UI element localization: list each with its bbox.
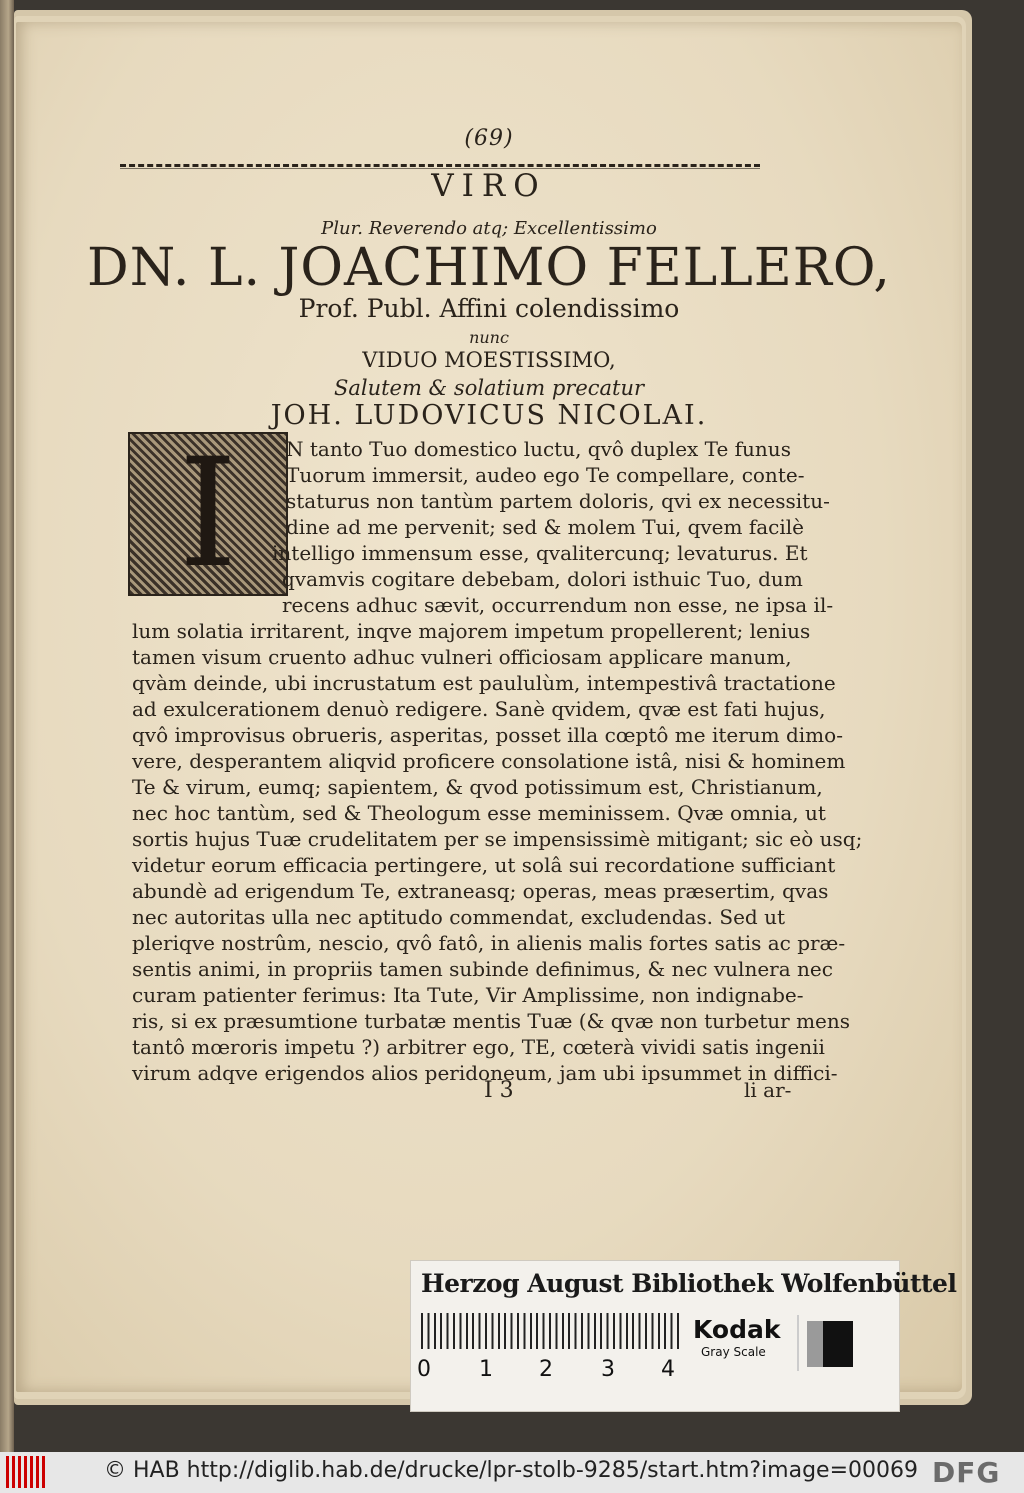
body-line: virum adqve erigendos alios peridoneum, jam ubi ipsummet in diffici- bbox=[132, 1061, 838, 1085]
dfg-logo: DFG bbox=[932, 1456, 1001, 1489]
heading-titles: Plur. Reverendo atq; Excellentissimo bbox=[321, 218, 657, 239]
body-line: nec autoritas ulla nec aptitudo commendat, excludendas. Sed ut bbox=[132, 905, 786, 929]
black-swatch bbox=[823, 1321, 853, 1367]
body-line: qvamvis cogitare debebam, dolori isthuic Tuo, dum bbox=[282, 567, 803, 591]
body-line: staturus non tantùm partem doloris, qvi ex necessitu- bbox=[286, 489, 830, 513]
heading-viduo: VIDUO MOESTISSIMO, bbox=[362, 348, 616, 372]
body-line: pleriqve nostrûm, nescio, qvô fatô, in alienis malis fortes satis ac præ- bbox=[132, 931, 846, 955]
body-line: abundè ad erigendum Te, extraneasq; operas, meas præsertim, qvas bbox=[132, 879, 829, 903]
body-line: qvô improvisus obrueris, asperitas, posset illa cœptô me iterum dimo- bbox=[132, 723, 843, 747]
body-line: sentis animi, in propriis tamen subinde definimus, & nec vulnera nec bbox=[132, 957, 833, 981]
body-line: Tuorum immersit, audeo ego Te compellare, conte- bbox=[286, 463, 805, 487]
swatch-divider bbox=[797, 1315, 799, 1371]
ruler-number: 3 bbox=[601, 1357, 615, 1382]
body-line: curam patienter ferimus: Ita Tute, Vir Amplissime, non indignabe- bbox=[132, 983, 804, 1007]
heading-viro: VIRO bbox=[431, 168, 547, 204]
body-line: sortis hujus Tuæ crudelitatem per se impensissimè mitigant; sic eò usq; bbox=[132, 827, 863, 851]
body-line: tantô mœroris impetu ?) arbitrer ego, TE, cœterà vividi satis ingenii bbox=[132, 1035, 825, 1059]
scale-ruler bbox=[421, 1313, 679, 1349]
heading-author: JOH. LUDOVICUS NICOLAI. bbox=[270, 400, 708, 431]
kodak-logo: Kodak bbox=[693, 1315, 781, 1344]
gray-swatch bbox=[807, 1321, 823, 1367]
decorated-initial bbox=[128, 427, 288, 601]
signature-mark: I 3 bbox=[484, 1078, 514, 1103]
gray-scale-label: Gray Scale bbox=[701, 1345, 766, 1359]
body-line: ris, si ex præsumtione turbatæ mentis Tuæ (& qvæ non turbetur mens bbox=[132, 1009, 851, 1033]
footer-bar bbox=[0, 1452, 1024, 1493]
ruler-number: 1 bbox=[479, 1357, 493, 1382]
ruler-number: 4 bbox=[661, 1357, 675, 1382]
catchword: li ar- bbox=[744, 1078, 792, 1102]
ruler-number: 0 bbox=[417, 1357, 431, 1382]
page-number: (69) bbox=[464, 126, 514, 151]
heading-office: Prof. Publ. Affini colendissimo bbox=[298, 294, 680, 323]
body-line: vere, desperantem aliqvid proficere consolatione istâ, nisi & hominem bbox=[132, 749, 846, 773]
barcode-icon bbox=[6, 1456, 46, 1488]
color-calibration-card bbox=[410, 1260, 957, 1412]
header-rule bbox=[120, 164, 760, 167]
body-line: N tanto Tuo domestico luctu, qvô duplex Te funus bbox=[286, 437, 791, 461]
body-line: dine ad me pervenit; sed & molem Tui, qvem facilè bbox=[286, 515, 804, 539]
card-title: Herzog August Bibliothek Wolfenbüttel bbox=[421, 1269, 957, 1298]
body-line: qvàm deinde, ubi incrustatum est paululùm, intempestivâ tractatione bbox=[132, 671, 836, 695]
initial-letter: I bbox=[178, 427, 238, 601]
book-spine bbox=[0, 0, 14, 1452]
body-line: tamen visum cruento adhuc vulneri officiosam applicare manum, bbox=[132, 645, 792, 669]
body-line: intelligo immensum esse, qvalitercunq; levaturus. Et bbox=[272, 541, 808, 565]
body-line: nec hoc tantùm, sed & Theologum esse meminissem. Qvæ omnia, ut bbox=[132, 801, 826, 825]
book-page bbox=[16, 22, 962, 1392]
heading-recipient: DN. L. JOACHIMO FELLERO, bbox=[87, 238, 891, 298]
body-line: Te & virum, eumq; sapientem, & qvod potissimum est, Christianum, bbox=[132, 775, 823, 799]
body-line: lum solatia irritarent, inqve majorem impetum propellerent; lenius bbox=[132, 619, 811, 643]
heading-nunc: nunc bbox=[469, 328, 509, 347]
heading-salutem: Salutem & solatium precatur bbox=[333, 376, 645, 400]
body-line: ad exulcerationem denuò redigere. Sanè qvidem, qvæ est fati hujus, bbox=[132, 697, 826, 721]
body-line: videtur eorum efficacia pertingere, ut solâ sui recordatione sufficiant bbox=[132, 853, 836, 877]
body-line: recens adhuc sævit, occurrendum non esse, ne ipsa il- bbox=[282, 593, 834, 617]
copyright-link[interactable]: © HAB http://diglib.hab.de/drucke/lpr-stolb-9285/start.htm?image=00069 bbox=[104, 1458, 919, 1483]
ruler-number: 2 bbox=[539, 1357, 553, 1382]
